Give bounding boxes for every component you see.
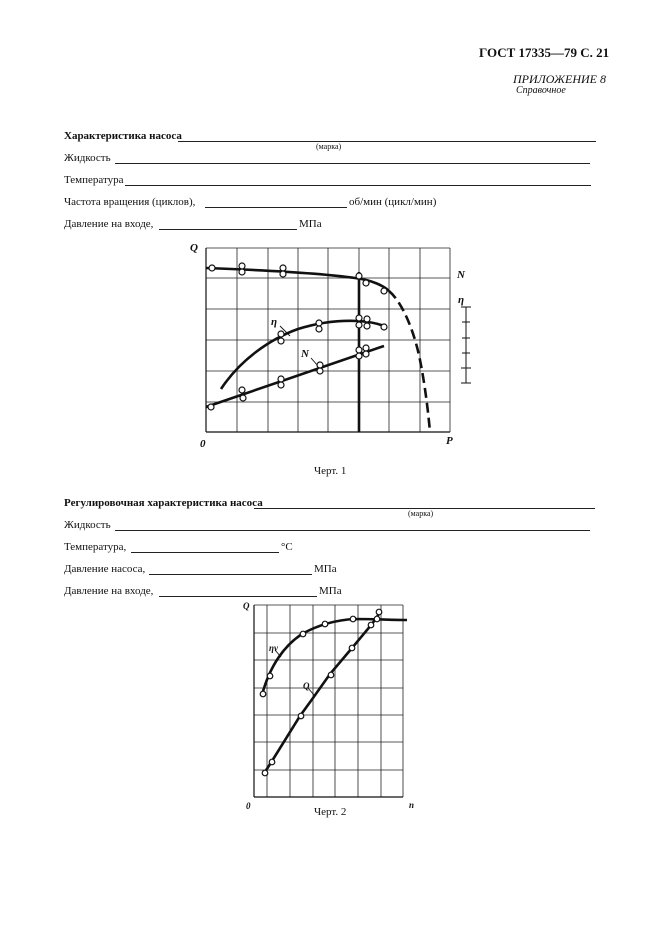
chart2-y-axis-label: Q: [243, 601, 250, 611]
chart1-eta-curve-label: η: [271, 316, 278, 328]
pump-pressure-unit: МПа: [314, 563, 337, 575]
chart1-y-axis-label: Q: [190, 242, 198, 254]
chart1-eta-scale: [461, 307, 471, 383]
temperature-unit-2: °C: [281, 541, 293, 553]
appendix-title: ПРИЛОЖЕНИЕ 8: [513, 72, 606, 86]
chart2-eta-curve: [262, 619, 407, 695]
inlet-pressure-label-2: Давление на входе,: [64, 585, 154, 597]
pump-pressure-label: Давление насоса,: [64, 563, 146, 575]
chart1-q-curve: [206, 268, 389, 291]
chart2: [243, 601, 414, 811]
section2-title: Регулировочная характеристика насоса: [64, 497, 263, 509]
chart2-eta-curve-label: ηv: [269, 643, 278, 653]
fluid-label-1: Жидкость: [64, 152, 111, 164]
inlet-pressure-unit-1: МПа: [299, 218, 322, 230]
chart1-right-n-label: N: [457, 269, 465, 281]
speed-label: Частота вращения (циклов),: [64, 196, 196, 208]
chart1-caption: Черт. 1: [314, 465, 347, 477]
appendix-type: Справочное: [516, 85, 566, 96]
speed-unit: об/мин (цикл/мин): [349, 196, 437, 208]
chart1-q-curve-dashed: [389, 291, 430, 432]
chart2-x-axis-label: n: [409, 800, 415, 810]
inlet-pressure-label-1: Давление на входе,: [64, 218, 154, 230]
chart1: [190, 242, 471, 450]
fluid-label-2: Жидкость: [64, 519, 111, 531]
chart2-caption: Черт. 2: [314, 806, 347, 818]
chart1-right-eta-label: η: [458, 294, 465, 306]
chart1-origin-label: 0: [200, 438, 206, 450]
inlet-pressure-unit-2: МПа: [319, 585, 342, 597]
chart2-grid: [254, 605, 403, 797]
temperature-label-2: Температура,: [64, 541, 127, 553]
document-reference: ГОСТ 17335—79 С. 21: [479, 45, 610, 60]
brand-hint-2: (марка): [408, 509, 434, 518]
chart1-n-curve-label: N: [301, 348, 309, 360]
chart2-q-curve: [263, 611, 381, 775]
chart1-x-axis-label: P: [446, 435, 453, 447]
chart2-origin-label: 0: [246, 801, 251, 811]
chart2-q-curve-label: Q: [303, 681, 310, 691]
brand-hint-1: (марка): [316, 142, 342, 151]
section1-title: Характеристика насоса: [64, 130, 182, 142]
temperature-label-1: Температура: [64, 174, 124, 186]
